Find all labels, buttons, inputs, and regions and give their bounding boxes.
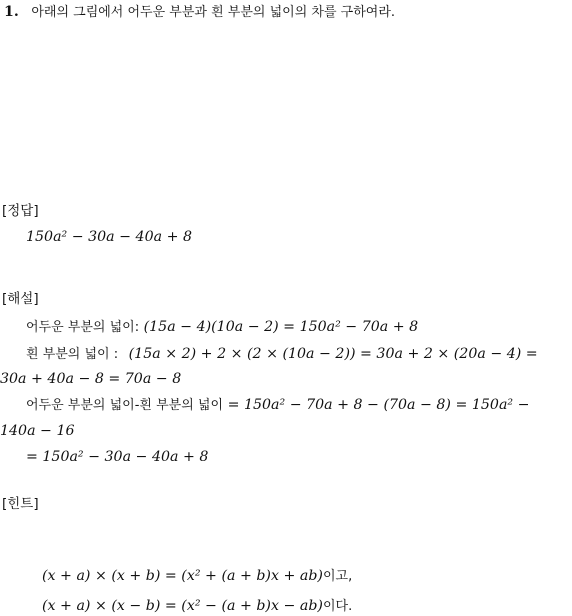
problem-line <box>4 3 395 22</box>
hint-line-1 <box>42 567 352 586</box>
problem-number: 1. <box>4 4 19 20</box>
hint-line-2 <box>42 597 352 616</box>
dark-area-label: 어두운 부분의 넓이: <box>26 320 140 335</box>
problem-text: 아래의 그림에서 어두운 부분과 흰 부분의 넓이의 차를 구하여라. <box>31 5 396 20</box>
explanation-line-6: = 150a² − 30a − 40a + 8 <box>26 449 209 465</box>
answer-heading: [정답] <box>2 203 39 219</box>
explanation-line-5: 140a − 16 <box>0 423 75 439</box>
difference-label: 어두운 부분의 넓이-흰 부분의 넓이 <box>26 398 224 413</box>
dark-area-expression: (15a − 4)(10a − 2) = 150a² − 70a + 8 <box>143 319 419 335</box>
white-area-expression: (15a × 2) + 2 × (2 × (10a − 2)) = 30a + 2 × (20a − 4) = <box>128 346 538 362</box>
explanation-line-1 <box>26 318 418 337</box>
explanation-heading: [해설] <box>2 291 39 307</box>
hint-expression-2: (x + a) × (x − b) = (x² − (a + b)x − ab) <box>42 598 323 614</box>
explanation-line-3: 30a + 40a − 8 = 70a − 8 <box>0 371 182 387</box>
difference-expression: = 150a² − 70a + 8 − (70a − 8) = 150a² − <box>227 397 530 413</box>
explanation-line-4 <box>26 396 530 415</box>
hint-suffix-1: 이고, <box>322 569 353 584</box>
hint-heading: [힌트] <box>2 496 39 512</box>
hint-suffix-2: 이다. <box>322 599 353 614</box>
answer-expression: 150a² − 30a − 40a + 8 <box>26 229 192 245</box>
white-area-label: 흰 부분의 넓이 : <box>26 347 119 362</box>
hint-expression-1: (x + a) × (x + b) = (x² + (a + b)x + ab) <box>42 568 323 584</box>
explanation-line-2 <box>26 345 538 364</box>
